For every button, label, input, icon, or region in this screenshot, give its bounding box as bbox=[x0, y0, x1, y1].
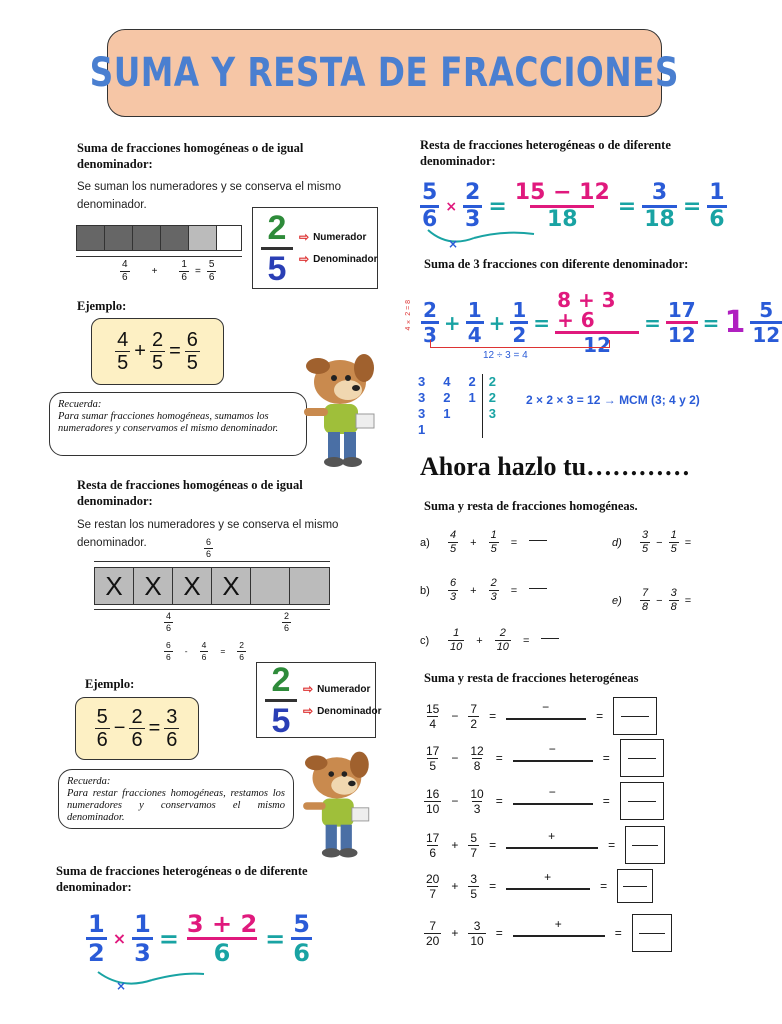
numerator-line: − bbox=[506, 706, 586, 726]
suma3-heading: Suma de 3 fracciones con diferente denominador: bbox=[424, 257, 689, 271]
numerator-line: + bbox=[513, 923, 605, 943]
mcm-table: 3 3 3 1 4 2 1 2 1 2 2 3 bbox=[418, 374, 496, 437]
title-banner bbox=[89, 29, 680, 117]
bar-bracket bbox=[76, 256, 242, 257]
recuerda-box-resta: Recuerda: Para restar fracciones homogéneas, restamos los numeradores y conservamos el mismo denominador. bbox=[58, 769, 294, 829]
hetero-exercise-6: $\frac{7}{20}$ + $\frac{3}{10}$ = + = bbox=[424, 914, 672, 952]
arrow-right-icon: ⇨ bbox=[303, 704, 314, 718]
suma3-side-note: 4 × 2 = 8 bbox=[405, 300, 412, 331]
answer-box[interactable] bbox=[617, 869, 653, 903]
ejemplo-box-suma: $\frac{4}{5}$ + $\frac{2}{5}$ = $\frac{6}{5}$ bbox=[91, 318, 224, 385]
suma-homo-heading: Suma de fracciones homogéneas o de igual denominador: bbox=[77, 141, 304, 171]
exercise-a: a) $\frac{4}{5}$ + $\frac{1}{5}$ = bbox=[420, 530, 547, 555]
ejemplo-label-1: Ejemplo: bbox=[77, 299, 127, 313]
suma3-bracket bbox=[430, 340, 610, 348]
answer-box[interactable] bbox=[613, 697, 657, 735]
resta-homo-heading: Resta de fracciones homogéneas o de igual denominador: bbox=[77, 478, 303, 508]
ejemplo-box-resta: $\frac{5}{6}$ − $\frac{2}{6}$ = $\frac{3}{6}$ bbox=[75, 697, 199, 760]
fraction-bar-suma bbox=[76, 225, 242, 251]
mcm-result: 2 × 2 × 3 = 12 → MCM (3; 4 y 2) bbox=[526, 393, 700, 407]
hetero-exercises-heading: Suma y resta de fracciones heterogéneas bbox=[424, 671, 639, 685]
exercise-b: b) $\frac{6}{3}$ + $\frac{2}{3}$ = bbox=[420, 578, 547, 603]
resta-homo-text: Se restan los numeradores y se conserva el mismo denominador. bbox=[77, 519, 339, 549]
answer-box[interactable] bbox=[625, 826, 665, 864]
fraction-legend-2: $\frac{2}{5}$ ⇨ Numerador ⇨ Denominador bbox=[256, 662, 376, 738]
suma3-below-note: 12 ÷ 3 = 4 bbox=[483, 350, 528, 361]
page-title: SUMA Y RESTA DE FRACCIONES bbox=[89, 50, 680, 96]
curved-arrow-icon bbox=[92, 968, 212, 992]
homo-exercises-heading: Suma y resta de fracciones homogéneas. bbox=[424, 499, 638, 513]
suma-homo-equation: $\frac{4}{6}$ + $\frac{1}{6}$ = $\frac{5}{6}$ bbox=[122, 259, 215, 283]
cross-icon: × bbox=[445, 198, 458, 215]
resta-homo-equation: $\frac{6}{6}$ - $\frac{4}{6}$ = $\frac{2}{6}$ bbox=[166, 640, 245, 662]
resta-hetero-heading: Resta de fracciones heterogéneas o de diferente denominador: bbox=[420, 138, 671, 168]
bar-bracket-bottom bbox=[94, 609, 330, 610]
svg-text:×: × bbox=[448, 237, 459, 251]
hetero-exercise-2: $\frac{17}{5}$ − $\frac{12}{8}$ = − = bbox=[424, 739, 664, 777]
arrow-right-icon: ⇨ bbox=[303, 682, 314, 696]
numerator-line: + bbox=[506, 876, 590, 896]
resta-label-2: $\frac{2}{6}$ bbox=[284, 611, 290, 633]
answer-blank[interactable] bbox=[541, 638, 559, 639]
resta-label-1: $\frac{4}{6}$ bbox=[166, 611, 172, 633]
fraction-legend-1: $\frac{2}{5}$ ⇨ Numerador ⇨ Denominador bbox=[252, 207, 378, 289]
ahora-hazlo-title: Ahora hazlo tu………… bbox=[420, 452, 691, 481]
answer-box[interactable] bbox=[632, 914, 672, 952]
suma-homo-text: Se suman los numeradores y se conserva el mismo denominador. bbox=[77, 181, 341, 211]
arrow-right-icon: ⇨ bbox=[299, 230, 310, 244]
hetero-exercise-4: $\frac{17}{6}$ + $\frac{5}{7}$ = + = bbox=[424, 826, 665, 864]
bar-bracket-top bbox=[94, 561, 330, 562]
dog-mascot-illustration bbox=[290, 352, 386, 470]
curved-arrow-icon bbox=[424, 228, 544, 250]
answer-blank[interactable] bbox=[529, 540, 547, 541]
suma-hetero-example: $\frac{1}{2}$ × $\frac{1}{3}$ = $\frac{3 + 2}{6}$ = $\frac{5}{6}$ bbox=[88, 910, 310, 967]
answer-box[interactable] bbox=[620, 782, 664, 820]
exercise-e: e) $\frac{7}{8}$ − $\frac{3}{8}$ = bbox=[612, 587, 692, 613]
exercise-c: c) $\frac{1}{10}$ + $\frac{2}{10}$ = bbox=[420, 628, 559, 653]
hetero-exercise-5: $\frac{20}{7}$ + $\frac{3}{5}$ = + = bbox=[424, 869, 653, 903]
resta-hetero-example: $\frac{5}{6}$ × $\frac{2}{3}$ = $\frac{15 - 12}{18}$ = $\frac{3}{18}$ = $\frac{1}{6}$ bbox=[422, 180, 725, 232]
numerator-line: − bbox=[513, 748, 593, 768]
suma3-example: $\frac{2}{3}$ + $\frac{1}{4}$ + $\frac{1}{2}$ = $\frac{8 + 3 + 6}{12}$ = $\frac{17}{12}$ = 1 $\frac{5}{12}$ bbox=[423, 288, 781, 357]
recuerda-box-suma: Recuerda: Para sumar fracciones homogéneas, sumamos los numeradores y conservamos el mismo denominador. bbox=[49, 392, 307, 456]
suma-hetero-heading: Suma de fracciones heterogéneas o de diferente denominador: bbox=[56, 864, 308, 894]
answer-box[interactable] bbox=[620, 739, 664, 777]
cross-icon: × bbox=[112, 929, 127, 948]
hetero-exercise-3: $\frac{16}{10}$ − $\frac{10}{3}$ = − = bbox=[424, 782, 664, 820]
answer-blank[interactable] bbox=[529, 588, 547, 589]
ejemplo-label-2: Ejemplo: bbox=[85, 677, 135, 691]
resta-bar-total: $\frac{6}{6}$ bbox=[206, 537, 212, 559]
numerator-line: + bbox=[506, 835, 598, 855]
hetero-exercise-1: $\frac{15}{4}$ − $\frac{7}{2}$ = − = bbox=[424, 697, 657, 735]
arrow-right-icon: ⇨ bbox=[299, 252, 310, 266]
fraction-bar-resta: X X X X bbox=[94, 567, 330, 605]
dog-mascot-illustration bbox=[290, 745, 380, 865]
numerator-line: − bbox=[513, 791, 593, 811]
exercise-d: d) $\frac{3}{5}$ − $\frac{1}{5}$ = bbox=[612, 529, 692, 555]
svg-text:×: × bbox=[116, 979, 127, 993]
